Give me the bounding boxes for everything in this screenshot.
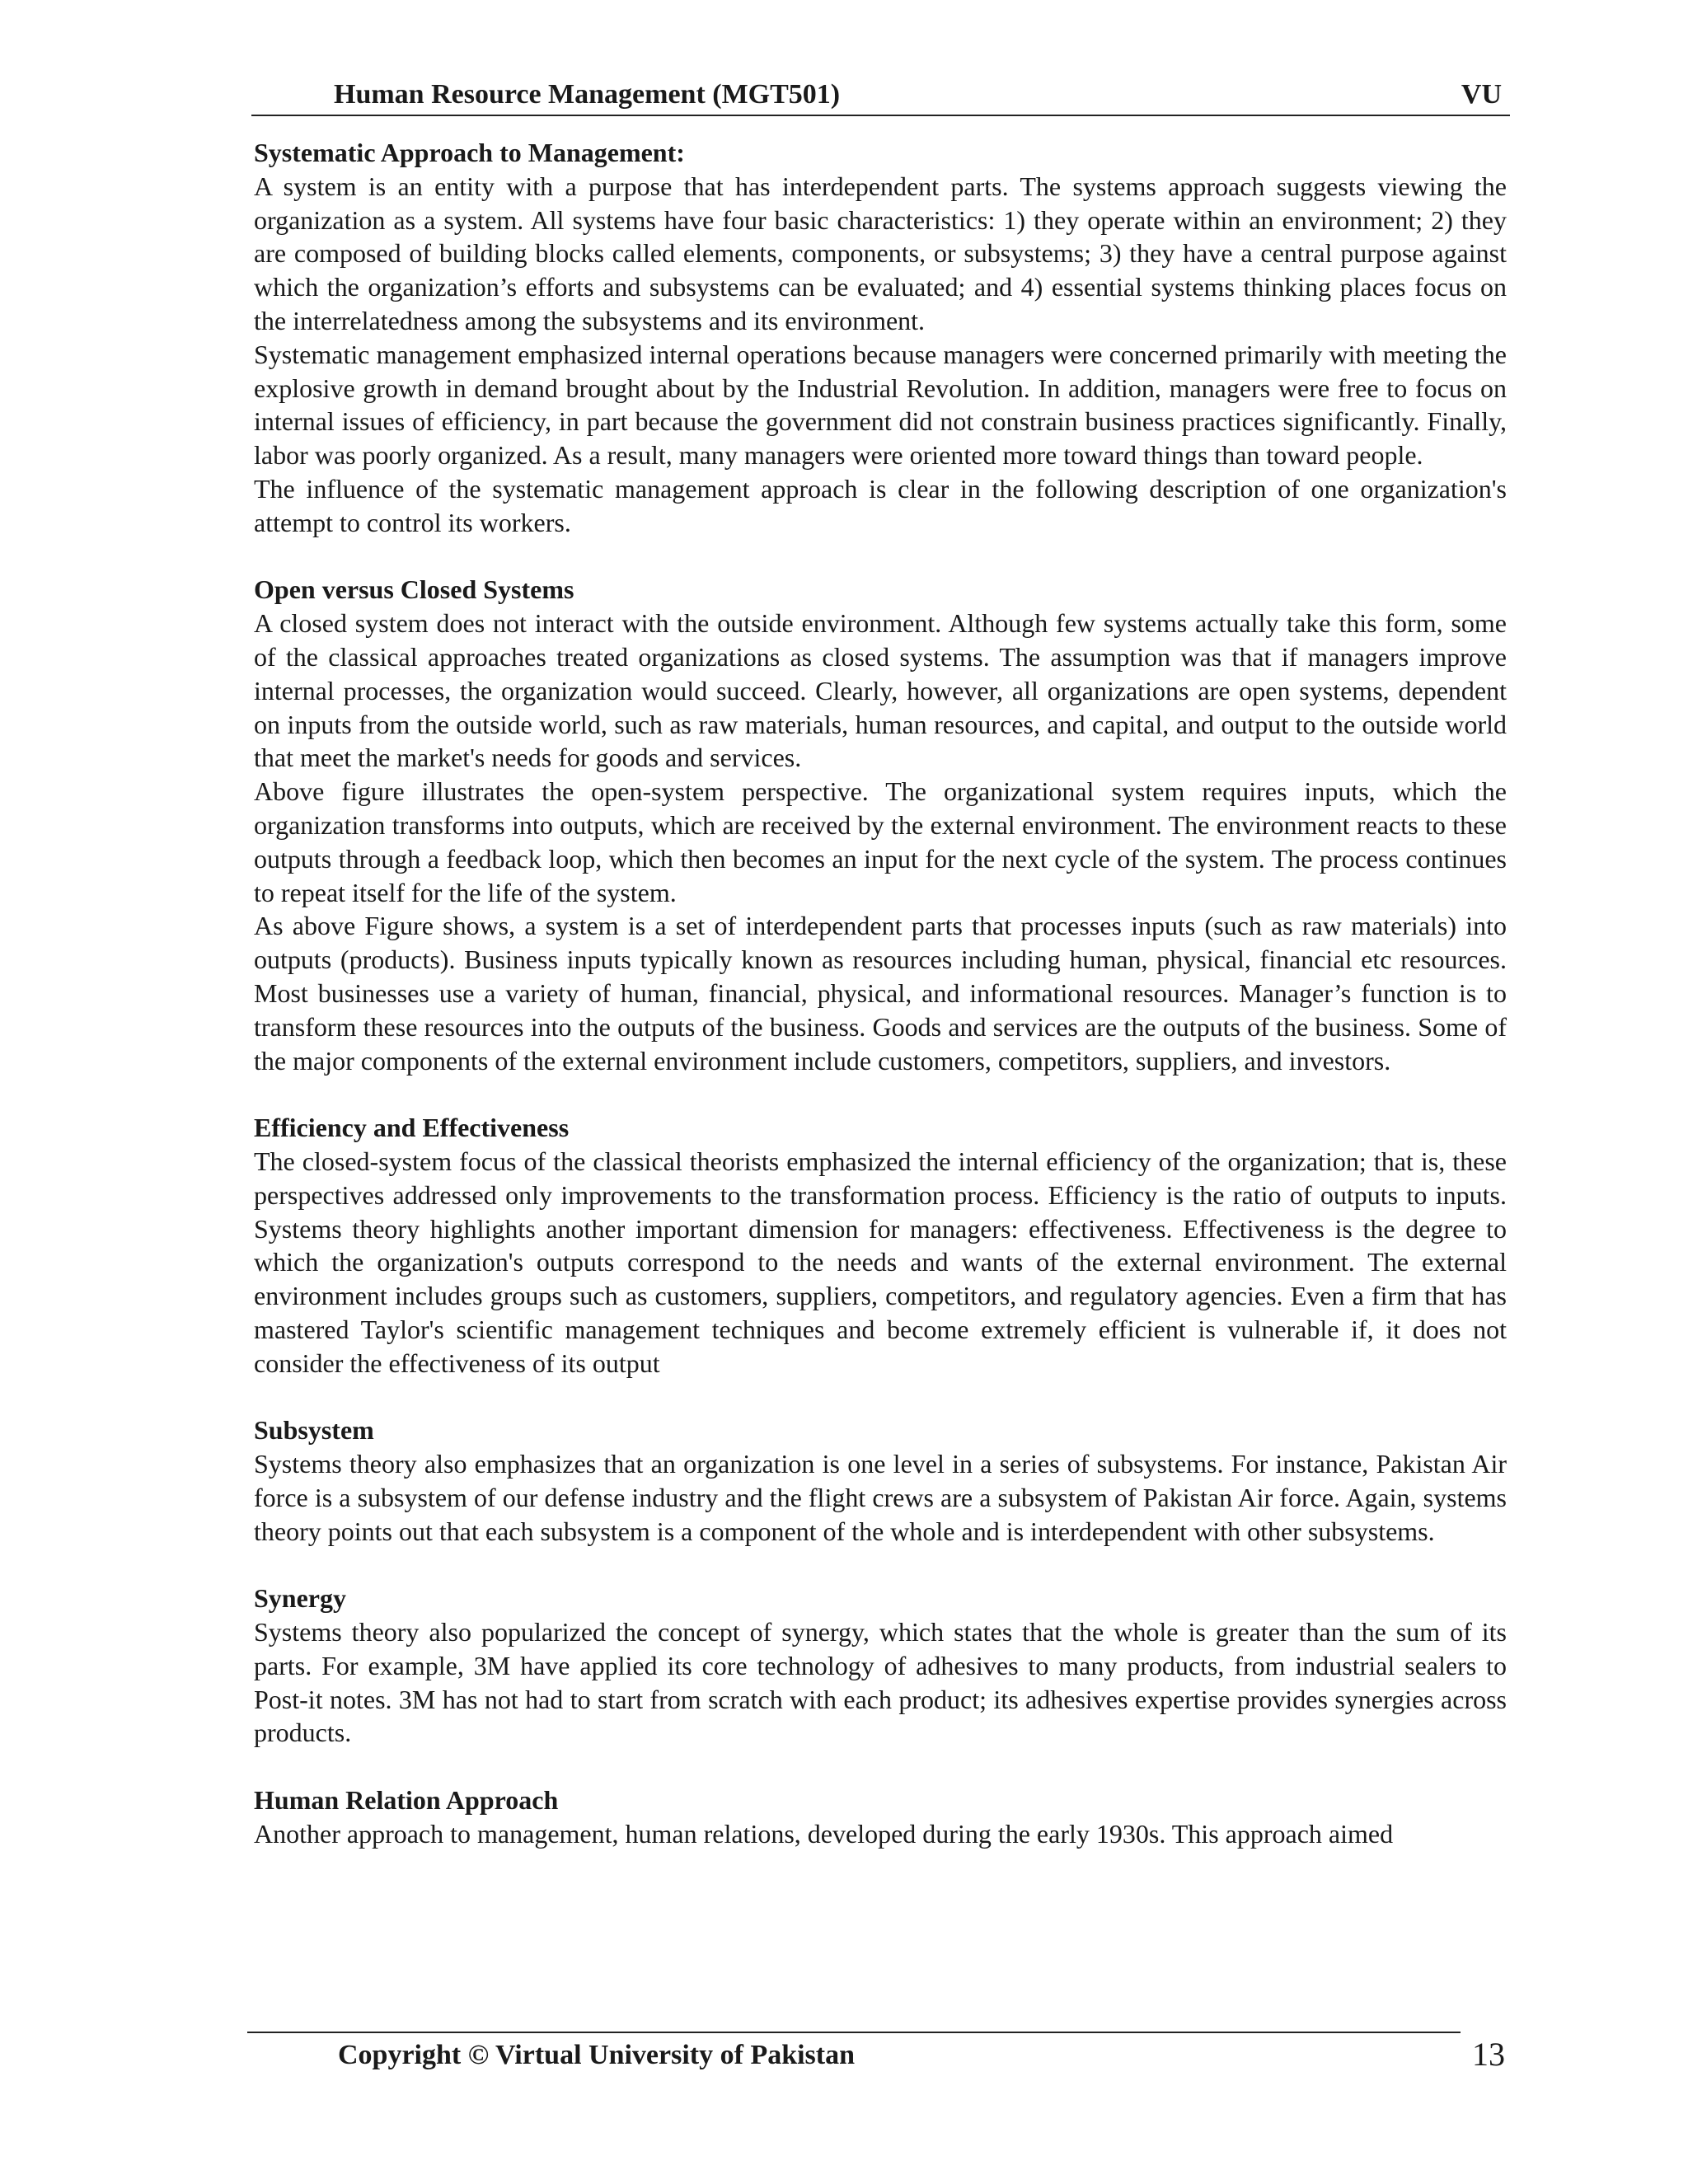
page-number: 13: [1472, 2036, 1505, 2073]
paragraph: Above figure illustrates the open-system perspective. The organizational system requires inputs, which the organization transforms into outputs, which are received by the external environment. The environment reacts to these outputs through a feedback loop, which then becomes an input for the next cycle of the system. The process continues to repeat itself for the life of the system.: [254, 776, 1507, 907]
paragraph: Systematic management emphasized internal operations because managers were concerned primarily with meeting the explosive growth in demand brought about by the Industrial Revolution. In addition, managers were free to focus on internal issues of efficiency, in part because the government did not constrain business practices significantly. Finally, labor was poorly organized. As a result, many managers were oriented more toward things than toward people.: [254, 339, 1507, 471]
section-heading-subsystem: Subsystem: [254, 1415, 374, 1446]
university-abbreviation: VU: [1461, 79, 1502, 110]
course-title: Human Resource Management (MGT501): [334, 79, 841, 110]
paragraph: A closed system does not interact with the outside environment. Although few systems actually take this form, some of the classical approaches treated organizations as closed systems. The assumption was that if managers improve internal processes, the organization would succeed. Clearly, however, all organizations are open systems, dependent on inputs from the outside world, such as raw materials, human resources, and capital, and output to the outside world that meet the market's needs for goods and services.: [254, 608, 1507, 773]
paragraph: The influence of the systematic management approach is clear in the following description of one organization's attempt to control its workers.: [254, 473, 1507, 537]
section-heading-efficiency-effectiveness: Efficiency and Effectiveness: [254, 1113, 570, 1143]
paragraph: Another approach to management, human relations, developed during the early 1930s. This approach aimed: [254, 1818, 1394, 1849]
section-spacer: [254, 540, 1507, 574]
page-content: [254, 136, 1507, 1851]
section-heading-human-relation-approach: Human Relation Approach: [254, 1785, 559, 1816]
paragraph: As above Figure shows, a system is a set of interdependent parts that processes inputs (such as raw materials) into outputs (products). Business inputs typically known as resources including human, physical, financial etc resources. Most businesses use a variety of human, financial, physical, and informational resources. Manager’s function is to transform these resources into the outputs of the business. Goods and services are the outputs of the business. Some of the major components of the external environment include customers, competitors, suppliers, and investors.: [254, 911, 1507, 1076]
page-header: [251, 78, 1510, 116]
section-spacer: [254, 1380, 1507, 1413]
section-spacer: [254, 1077, 1507, 1111]
paragraph: Systems theory also popularized the concept of synergy, which states that the whole is greater than the sum of its parts. For example, 3M have applied its core technology of adhesives to many products, from industrial sealers to Post-it notes. 3M has not had to start from scratch with each product; its adhesives expertise provides synergies across products.: [254, 1617, 1507, 1748]
section-heading-systematic-approach: Systematic Approach to Management:: [254, 138, 685, 167]
footer-copyright: Copyright © Virtual University of Pakistan: [338, 2040, 856, 2070]
section-heading-open-closed-systems: Open versus Closed Systems: [254, 574, 574, 605]
section-spacer: [254, 1750, 1507, 1783]
footer-rule: [247, 2032, 1461, 2033]
paragraph: Systems theory also emphasizes that an organization is one level in a series of subsystems. For instance, Pakistan Air force is a subsystem of our defense industry and the flight crews are a subsystem of Pakistan Air force. Again, systems theory points out that each subsystem is a component of the whole and is interdependent with other subsystems.: [254, 1449, 1507, 1546]
paragraph: The closed-system focus of the classical theorists emphasized the internal efficiency of the organization; that is, these perspectives addressed only improvements to the transformation process. Efficiency is the ratio of outputs to inputs. Systems theory highlights another important dimension for managers: effectiveness. Effectiveness is the degree to which the organization's outputs correspond to the needs and wants of the external environment. The external environment includes groups such as customers, suppliers, competitors, and regulatory agencies. Even a firm that has mastered Taylor's scientific management techniques and become extremely efficient is vulnerable if, it does not consider the effectiveness of its output: [254, 1146, 1507, 1378]
paragraph: A system is an entity with a purpose that has interdependent parts. The systems approach suggests viewing the organization as a system. All systems have four basic characteristics: 1) they operate within an environment; 2) they are composed of building blocks called elements, components, or subsystems; 3) they have a central purpose against which the organization’s efforts and subsystems can be evaluated; and 4) essential systems thinking places focus on the interrelatedness among the subsystems and its environment.: [254, 171, 1507, 335]
section-spacer: [254, 1548, 1507, 1582]
section-heading-synergy: Synergy: [254, 1583, 346, 1614]
